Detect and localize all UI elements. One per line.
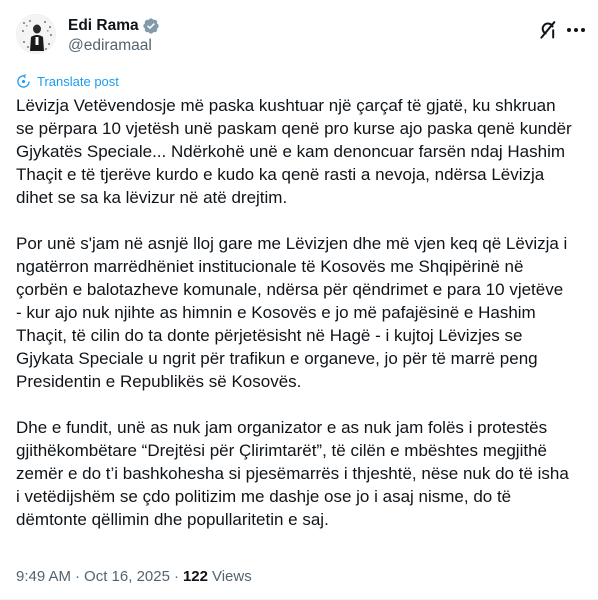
text-line: i vetëdijshëm se çdo politizim me dashje ose jo i asaj nisme, do të [16,487,512,506]
more-icon[interactable] [564,18,588,42]
post-paragraph [16,232,582,393]
text-line: gjithëkombëtare “Drejtësi për Çlirimtarët”, të cilën e mbështes megjithë [16,441,547,460]
post-meta [16,567,252,587]
post-date[interactable]: Oct 16, 2025 [84,568,170,585]
user-handle[interactable]: @ediramaal [68,37,152,54]
text-line: - kur ajo nuk njihte as himnin e Kosovës e jo më pafajësinë e Hashim [16,303,536,322]
views-label: Views [211,568,252,585]
text-line: dihet se sa ka lëvizur në atë drejtim. [16,188,288,207]
separator-dot: · [173,568,179,585]
text-line: Gjykatës Speciale... Ndërkohë unë e kam denoncuar farsën ndaj Hashim [16,142,566,161]
text-line: zemër e do t’i bashkohesha si pjesëmarrës i thjeshtë, nëse nuk do të isha [16,464,569,483]
text-line: ngatërron marrëdhëniet institucionale të Kosovës me Shqipërinë në [16,257,524,276]
views-count: 122 [182,568,208,585]
name-row [68,16,160,36]
text-line: çorbën e balotazheve komunale, ndërsa për qëndrimet e para 10 vjetëve [16,280,564,299]
translate-label: Translate post [37,74,119,89]
text-line: Dhe e fundit, unë as nuk jam organizator e as nuk jam folës i protestës [16,418,548,437]
translate-post-link[interactable] [16,74,119,89]
text-line: se përpara 10 vjetësh unë paskam qenë pro kurse ajo paska qenë kundër [16,119,572,138]
text-line: dëmtonte qëllimin dhe popullaritetin e saj. [16,510,329,529]
text-line: Lëvizja Vetëvendosje më paska kushtuar një çarçaf të gjatë, ku shkruan [16,96,556,115]
post-paragraph [16,416,582,531]
text-line: Por unë s'jam në asnjë lloj gare me Lëvizjen dhe më vjen keq që Lëvizja i [16,234,568,253]
post-paragraph [16,94,582,209]
display-name[interactable]: Edi Rama [68,17,139,34]
text-line: Thaçit, të cilin do ta donte përjetësisht në Hagë - i kujtoj Lëvizjes se [16,326,523,345]
avatar[interactable] [16,14,56,54]
text-line: Presidentin e Republikës së Kosovës. [16,372,302,391]
separator-dot: · [75,568,81,585]
post-header [16,12,582,60]
translate-icon [16,74,31,89]
avatar-image [17,15,56,54]
author-info [68,16,160,56]
post-time[interactable]: 9:49 AM [16,568,72,585]
verified-badge-icon[interactable] [142,17,160,35]
text-line: Gjykata Speciale u ngrit për trafikun e organeve, jo për të marrë peng [16,349,538,368]
post-text [16,94,582,554]
text-line: Thaçit e të tjerëve kurdo e kudo ka qenë rasti a nevoja, ndërsa Lëvizja [16,165,545,184]
grok-icon[interactable] [536,18,560,42]
